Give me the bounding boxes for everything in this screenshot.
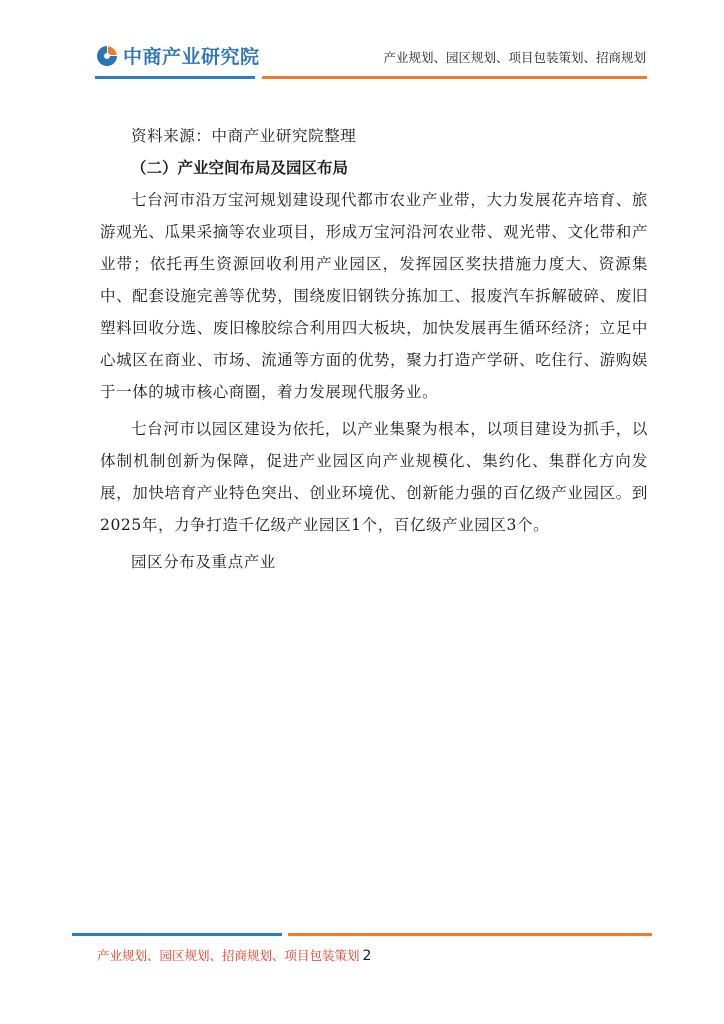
logo-text: 中商产业研究院: [123, 46, 260, 68]
footer-tagline: 产业规划、园区规划、招商规划、项目包装策划: [97, 948, 360, 963]
page-footer: [97, 946, 371, 964]
zhongshang-logo-icon: [95, 44, 119, 68]
header-divider-orange: [262, 76, 647, 79]
source-note: 资料来源：中商产业研究院整理: [131, 127, 357, 145]
paragraph-agriculture-recycling: 七台河市沿万宝河规划建设现代都市农业产业带，大力发展花卉培育、旅游观光、瓜果采摘等农业项目，形成万宝河沿河农业带、观光带、文化带和产业带；依托再生资源回收利用产业园区，发挥园区奖扶措施力度大、资源集中、配套设施完善等优势，围绕废旧钢铁分拣加工、报废汽车拆解破碎、废旧塑料回收分选、废旧橡胶综合利用四大板块，加快发展再生循环经济；立足中心城区在商业、市场、流通等方面的优势，聚力打造产学研、吃住行、游购娱于一体的城市核心商圈，着力发展现代服务业。: [100, 191, 648, 401]
footer-divider-orange: [288, 933, 652, 936]
footer-divider-blue: [72, 933, 282, 936]
page-header: [0, 0, 724, 90]
brand-logo: [95, 42, 260, 69]
paragraph-industrial-parks: 七台河市以园区建设为依托，以产业集聚为根本，以项目建设为抓手，以体制机制创新为保障，促进产业园区向产业规模化、集约化、集群化方向发展，加快培育产业特色突出、创业环境优、创新能力强的百亿级产业园区。到2025年，力争打造千亿级产业园区1个，百亿级产业园区3个。: [100, 420, 648, 534]
document-body: [100, 120, 648, 578]
paragraph-park-distribution: 园区分布及重点产业: [131, 553, 276, 571]
page-number: 2: [362, 948, 372, 964]
header-divider-blue: [95, 76, 255, 79]
header-tagline: 产业规划、园区规划、项目包装策划、招商规划: [383, 50, 646, 65]
section-heading: （二）产业空间布局及园区布局: [131, 159, 349, 177]
